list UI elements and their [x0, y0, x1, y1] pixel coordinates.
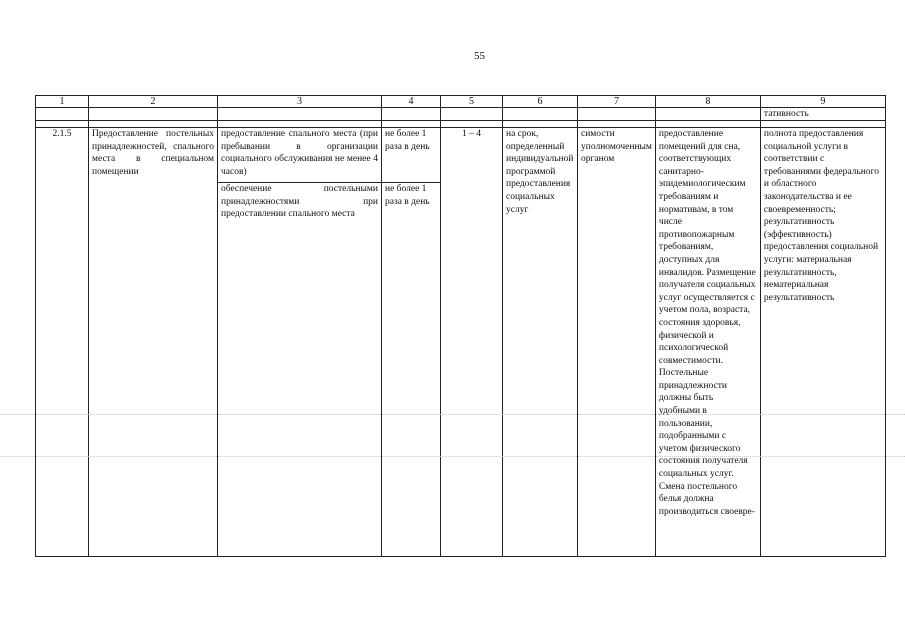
- term-cell: на срок, определенный индивидуальной программой предоставления социальных услуг: [503, 128, 578, 557]
- sub-service-1: предоставление спального места (при пребывании в организации социального обслуживания не менее 4 часов): [218, 128, 382, 183]
- continuation-text: тативность: [760, 108, 885, 121]
- sub-service-1-frequency: не более 1 раза в день: [382, 128, 441, 183]
- col-number: 1: [36, 96, 89, 108]
- evaluation-cell: полнота предоставления социальной услуги в соответствии с требованиями федерального и областного законодательства и ее своевременность; результативность (эффективность) предоставления социальной услуги: материальная результативность, нематериальная результативность: [760, 128, 885, 557]
- volume-cell: 1 – 4: [441, 128, 503, 557]
- sub-service-2-frequency: не более 1 раза в день: [382, 183, 441, 557]
- spacer-row: [36, 121, 886, 128]
- col-number: 3: [218, 96, 382, 108]
- service-row: [36, 128, 886, 183]
- col-number: 7: [578, 96, 656, 108]
- col-number: 4: [382, 96, 441, 108]
- col-number: 2: [89, 96, 218, 108]
- service-code: 2.1.5: [36, 128, 89, 557]
- sub-service-2: обеспечение постельными принадлежностями при предоставлении спального места: [218, 183, 382, 557]
- service-name: Предоставление постельных принадлежностей, спального места в специальном помещении: [89, 128, 218, 557]
- services-table: [35, 95, 886, 557]
- col-number: 5: [441, 96, 503, 108]
- scan-artifact-line: [0, 456, 905, 458]
- col-number: 6: [503, 96, 578, 108]
- col-number: 9: [760, 96, 885, 108]
- col-number: 8: [655, 96, 760, 108]
- page-number: 55: [474, 50, 485, 62]
- header-row: [36, 96, 886, 108]
- scan-artifact-line: [0, 414, 905, 416]
- cost-cell: симости уполномоченным органом: [578, 128, 656, 557]
- continuation-row: [36, 108, 886, 121]
- quality-indicators-cell: предоставление помещений для сна, соответствующих санитарно-эпидемиологическим требованиям и нормативам, в том числе противопожарным требованиям, доступных для инвалидов. Размещение получателя социальных услуг осуществляется с учетом пола, возраста, состояния здоровья, физической и психологической совместимости. Постельные принадлежности должны быть удобными в пользовании, подобранными с учетом физического состояния получателя социальных услуг. Смена постельного белья должна производиться своевре-: [655, 128, 760, 557]
